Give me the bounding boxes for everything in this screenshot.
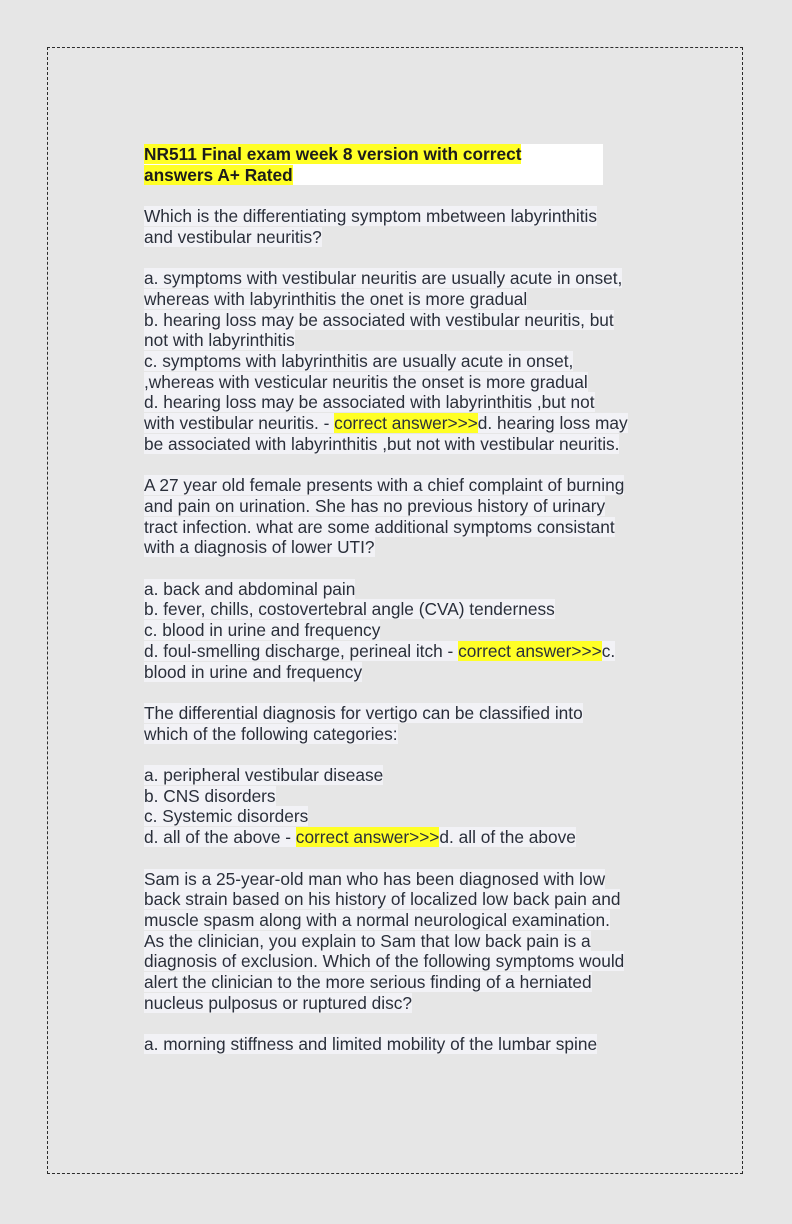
- option-line: not with labyrinthitis: [144, 330, 295, 351]
- title-line-1: NR511 Final exam week 8 version with correct: [144, 144, 522, 164]
- question-stem-line: The differential diagnosis for vertigo can be classified into: [144, 702, 583, 723]
- option-line: b. hearing loss may be associated with vestibular neuritis, but: [144, 309, 614, 330]
- title-box: [144, 144, 603, 185]
- option-line: a. morning stiffness and limited mobility of the lumbar spine: [144, 1034, 598, 1055]
- question-2: [144, 475, 654, 682]
- question-stem-line: nucleus pulposus or ruptured disc?: [144, 992, 413, 1013]
- answer-prefix: d. all of the above -: [144, 827, 296, 848]
- question-1: [144, 206, 654, 454]
- question-3: [144, 703, 654, 848]
- correct-answer-marker: correct answer>>>: [334, 413, 478, 434]
- answer-line: [144, 641, 654, 662]
- question-stem-line: which of the following categories:: [144, 723, 398, 744]
- option-line: c. blood in urine and frequency: [144, 620, 381, 641]
- option-line: c. symptoms with labyrinthitis are usually acute in onset,: [144, 351, 574, 371]
- answer-text: d. hearing loss may: [477, 413, 628, 434]
- correct-answer-marker: correct answer>>>: [295, 827, 440, 848]
- question-stem-line: Sam is a 25-year-old man who has been diagnosed with low: [144, 868, 606, 889]
- answer-line: [144, 413, 654, 434]
- question-stem-line: A 27 year old female presents with a chief complaint of burning: [144, 475, 625, 496]
- option-line: whereas with labyrinthitis the onet is more gradual: [144, 288, 528, 309]
- title-line-2: answers A+ Rated: [144, 164, 293, 185]
- option-line: a. symptoms with vestibular neuritis are usually acute in onset,: [144, 268, 623, 289]
- option-line: c. Systemic disorders: [144, 806, 309, 827]
- answer-prefix: d. foul-smelling discharge, perineal itch -: [144, 640, 459, 661]
- answer-text: d. all of the above: [439, 827, 576, 848]
- question-stem-line: back strain based on his history of localized low back pain and: [144, 889, 621, 910]
- answer-text: c.: [601, 640, 616, 661]
- question-stem-line: alert the clinician to the more serious finding of a herniated: [144, 972, 592, 993]
- answer-prefix: with vestibular neuritis. -: [144, 413, 335, 434]
- correct-answer-marker: correct answer>>>: [458, 640, 602, 661]
- option-line: b. CNS disorders: [144, 785, 276, 806]
- question-stem-line: and pain on urination. She has no previous history of urinary: [144, 495, 606, 516]
- answer-line: [144, 827, 654, 848]
- option-line: a. back and abdominal pain: [144, 578, 356, 599]
- question-stem-line: Which is the differentiating symptom mbetween labyrinthitis: [144, 206, 598, 227]
- document-content: [144, 144, 654, 1055]
- option-line: a. peripheral vestibular disease: [144, 765, 384, 785]
- document-title: [144, 144, 603, 185]
- question-stem-line: As the clinician, you explain to Sam that low back pain is a: [144, 930, 591, 951]
- option-line: d. hearing loss may be associated with labyrinthitis ,but not: [144, 392, 595, 413]
- option-line: ,whereas with vesticular neuritis the onset is more gradual: [144, 371, 588, 392]
- question-4: [144, 869, 654, 1055]
- question-stem-line: and vestibular neuritis?: [144, 226, 322, 247]
- answer-continuation: blood in urine and frequency: [144, 661, 363, 682]
- question-stem-line: muscle spasm along with a normal neurological examination.: [144, 909, 610, 930]
- question-stem-line: diagnosis of exclusion. Which of the following symptoms would: [144, 951, 625, 972]
- option-line: b. fever, chills, costovertebral angle (CVA) tenderness: [144, 599, 555, 620]
- question-stem-line: with a diagnosis of lower UTI?: [144, 537, 375, 558]
- question-stem-line: tract infection. what are some additional symptoms consistant: [144, 516, 615, 537]
- answer-continuation: be associated with labyrinthitis ,but not with vestibular neuritis.: [144, 433, 620, 454]
